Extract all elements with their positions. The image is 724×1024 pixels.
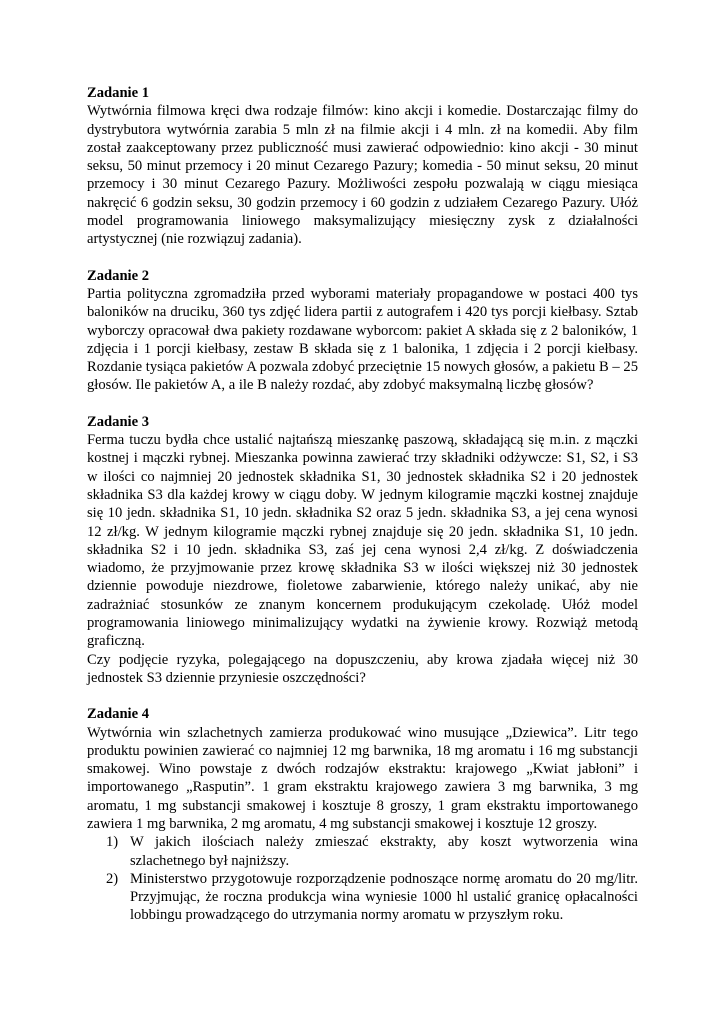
task-title: Zadanie 1 [87, 85, 150, 101]
task-title: Zadanie 2 [87, 267, 150, 284]
task-paragraph: Wytwórnia win szlachetnych zamierza produkować wino musujące „Dziewica”. Litr tego produktu powinien zawierać co najmniej 12 mg barwnika, 18 mg aromatu i 16 mg substancji smakowej. Wino powstaje z dwóch rodzajów ekstraktu: krajowego „Kwiat jabłoni” i importowanego „Rasputin”. 1 gram ekstraktu krajowego zawiera 3 mg barwnika, 3 mg aromatu, 1 mg substancji smakowej i kosztuje 8 groszy, 1 gram ekstraktu importowanego zawiera 1 mg barwnika, 2 mg aromatu, 4 mg substancji smakowej i kosztuje 12 groszy. [87, 724, 638, 832]
task-2 [87, 267, 638, 395]
task-1 [87, 84, 638, 249]
task-4 [87, 705, 638, 925]
question-item [106, 870, 638, 925]
task-question-paragraph: Czy podjęcie ryzyka, polegającego na dopuszczeniu, aby krowa zjadała więcej niż 30 jednostek S3 dziennie przyniesie oszczędności? [87, 651, 638, 686]
question-number: 2) [106, 870, 119, 887]
question-text: W jakich ilościach należy zmieszać ekstrakty, aby koszt wytworzenia wina szlachetnego był najniższy. [130, 834, 638, 869]
question-text: Ministerstwo przygotowuje rozporządzenie podnoszące normę aromatu do 20 mg/litr. Przyjmując, że roczna produkcja wina wyniesie 1000 hl ustalić granicę opłacalności lobbingu prowadzącego do utrzymania normy aromatu w przyszłym roku. [130, 870, 638, 924]
question-item [106, 833, 638, 870]
task-paragraph: Wytwórnia filmowa kręci dwa rodzaje filmów: kino akcji i komedie. Dostarczając filmy do dystrybutora wytwórnia zarabia 5 mln zł na filmie akcji i 4 mln. zł na komedii. Aby film został zaakceptowany przez publiczność musi zawierać odpowiednio: kino akcji - 30 minut seksu, 50 minut przemocy i 20 minut Cezarego Pazury; komedia - 50 minut seksu, 20 minut przemocy i 30 minut Cezarego Pazury. Możliwości zespołu pozwalają w ciągu miesiąca nakręcić 6 godzin seksu, 30 godzin przemocy i 60 godzin z udziałem Cezarego Pazury. Ułóż model programowania liniowego maksymalizujący miesięczny zysk z działalności artystycznej (nie rozwiązuj zadania). [87, 103, 638, 248]
task-title: Zadanie 4 [87, 706, 150, 723]
task-paragraph: Partia polityczna zgromadziła przed wyborami materiały propagandowe w postaci 400 tys baloników na druciku, 360 tys zdjęć lidera partii z autografem i 420 tys porcji kiełbasy. Sztab wyborczy opracował dwa pakiety rozdawane wyborcom: pakiet A składa się z 2 baloników, 1 zdjęcia i 1 porcji kiełbasy, zestaw B składa się z 1 balonika, 1 zdjęcia i 2 porcji kiełbasy. Rozdanie tysiąca pakietów A pozwala zdobyć przeciętnie 15 nowych głosów, a pakietu B – 25 głosów. Ile pakietów A, a ile B należy rozdać, aby zdobyć maksymalną liczbę głosów? [87, 285, 638, 394]
document-page [87, 84, 638, 943]
task-paragraph: Ferma tuczu bydła chce ustalić najtańszą mieszankę paszową, składającą się m.in. z mączki kostnej i mączki rybnej. Mieszanka powinna zawierać trzy składniki odżywcze: S1, S2, i S3 w ilości co najmniej 20 jednostek składnika S1, 30 jednostek składnika S2 i 20 jednostek składnika S3 dla każdej krowy w ciągu doby. W jednym kilogramie mączki kostnej znajduje się 10 jedn. składnika S1, 10 jedn. składnika S2 oraz 5 jedn. składnika S3, a jej cena wynosi 12 zł/kg. W jednym kilogramie mączki rybnej znajduje się 20 jedn. składnika S1, 10 jedn. składnika S2 i 10 jedn. składnika S3, zaś jej cena wynosi 2,4 zł/kg. Z doświadczenia wiadomo, że przyjmowanie przez krowę składnika S3 w ilości większej niż 30 jednostek dziennie powoduje niezdrowe, fioletowe zabarwienie, którego należy unikać, aby nie zadrażniać stosunków ze znanym koncernem produkującym czekoladę. Ułóż model programowania liniowego minimalizujący wydatki na żywienie krowy. Rozwiąż metodą graficzną. [87, 432, 638, 650]
question-list [87, 833, 638, 924]
question-number: 1) [106, 834, 119, 851]
task-title: Zadanie 3 [87, 413, 150, 430]
task-3 [87, 413, 638, 687]
